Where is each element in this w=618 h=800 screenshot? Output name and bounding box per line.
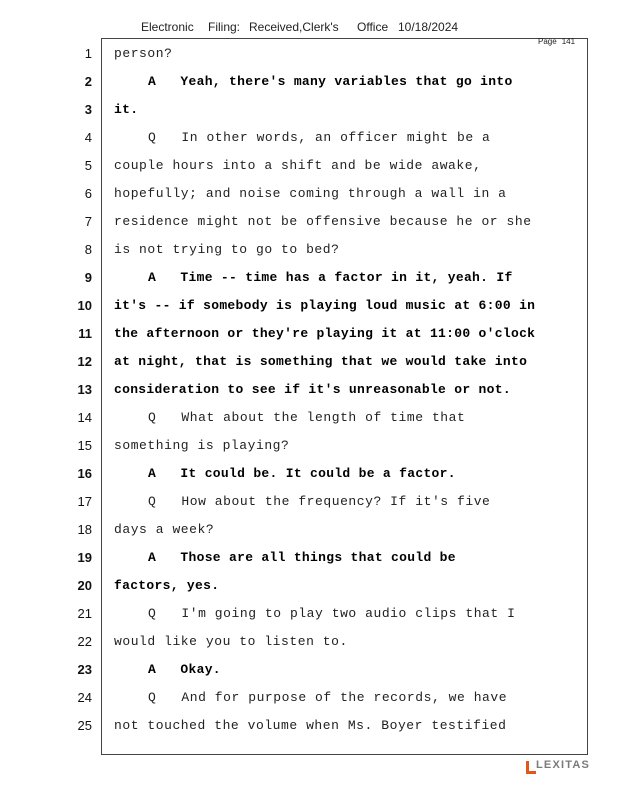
line-number: 7 bbox=[84, 214, 92, 229]
transcript-line bbox=[0, 348, 618, 376]
line-text: at night, that is something that we would take into bbox=[114, 354, 528, 369]
line-text: would like you to listen to. bbox=[114, 634, 348, 649]
lexitas-logo-text: LEXITAS bbox=[536, 759, 591, 771]
line-number: 16 bbox=[77, 466, 92, 481]
line-number: 14 bbox=[77, 410, 92, 425]
line-text: days a week? bbox=[114, 522, 215, 537]
transcript-line bbox=[0, 516, 618, 544]
line-text: Q How about the frequency? If it's five bbox=[148, 494, 491, 509]
transcript-line bbox=[0, 628, 618, 656]
transcript-line bbox=[0, 712, 618, 740]
line-number: 4 bbox=[84, 130, 92, 145]
transcript-line bbox=[0, 320, 618, 348]
page-number-value: 141 bbox=[561, 37, 576, 46]
filing-word-2: Filing: bbox=[208, 20, 241, 34]
line-text: hopefully; and noise coming through a wall in a bbox=[114, 186, 507, 201]
line-number: 6 bbox=[84, 186, 92, 201]
transcript-line bbox=[0, 96, 618, 124]
line-number: 17 bbox=[77, 494, 92, 509]
line-text: not touched the volume when Ms. Boyer testified bbox=[114, 718, 507, 733]
transcript-line bbox=[0, 124, 618, 152]
line-number: 13 bbox=[77, 382, 92, 397]
filing-word-1: Electronic bbox=[141, 20, 194, 34]
line-number: 2 bbox=[84, 74, 92, 89]
transcript-line bbox=[0, 572, 618, 600]
line-text: Q What about the length of time that bbox=[148, 410, 466, 425]
line-number: 9 bbox=[84, 270, 92, 285]
transcript-line bbox=[0, 40, 618, 68]
transcript-line bbox=[0, 376, 618, 404]
transcript-line bbox=[0, 544, 618, 572]
transcript-line bbox=[0, 404, 618, 432]
line-text: is not trying to go to bed? bbox=[114, 242, 340, 257]
filing-word-3: Received,Clerk's bbox=[249, 20, 339, 34]
line-number: 12 bbox=[77, 354, 92, 369]
transcript-line bbox=[0, 684, 618, 712]
line-number: 24 bbox=[77, 690, 92, 705]
transcript-line bbox=[0, 152, 618, 180]
line-text: A Time -- time has a factor in it, yeah. If bbox=[148, 270, 513, 285]
line-text: residence might not be offensive because he or she bbox=[114, 214, 532, 229]
line-text: couple hours into a shift and be wide awake, bbox=[114, 158, 482, 173]
line-text: A Those are all things that could be bbox=[148, 550, 456, 565]
line-number: 23 bbox=[77, 662, 92, 677]
transcript-line bbox=[0, 656, 618, 684]
line-text: something is playing? bbox=[114, 438, 290, 453]
lexitas-logo bbox=[524, 759, 604, 777]
line-text: person? bbox=[114, 46, 173, 61]
line-text: A Okay. bbox=[148, 662, 221, 677]
line-text: Q In other words, an officer might be a bbox=[148, 130, 491, 145]
line-text: factors, yes. bbox=[114, 578, 220, 593]
line-text: the afternoon or they're playing it at 11:00 o'clock bbox=[114, 326, 536, 341]
line-text: A It could be. It could be a factor. bbox=[148, 466, 456, 481]
line-number: 8 bbox=[84, 242, 92, 257]
transcript-line bbox=[0, 180, 618, 208]
line-text: it's -- if somebody is playing loud music at 6:00 in bbox=[114, 298, 536, 313]
line-number: 15 bbox=[77, 438, 92, 453]
line-number: 11 bbox=[78, 326, 92, 341]
transcript-line bbox=[0, 236, 618, 264]
filing-word-5: 10/18/2024 bbox=[398, 20, 459, 34]
line-text: A Yeah, there's many variables that go into bbox=[148, 74, 513, 89]
line-text: Q I'm going to play two audio clips that I bbox=[148, 606, 516, 621]
transcript-line bbox=[0, 264, 618, 292]
filing-word-4: Office bbox=[357, 20, 389, 34]
transcript-line bbox=[0, 292, 618, 320]
line-number: 18 bbox=[77, 522, 92, 537]
line-text: consideration to see if it's unreasonable or not. bbox=[114, 382, 511, 397]
line-number: 10 bbox=[77, 298, 92, 313]
line-number: 25 bbox=[77, 718, 92, 733]
page-label: Page bbox=[538, 37, 557, 46]
line-number: 5 bbox=[84, 158, 92, 173]
transcript-line bbox=[0, 460, 618, 488]
transcript-line bbox=[0, 208, 618, 236]
line-number: 21 bbox=[77, 606, 92, 621]
transcript-line bbox=[0, 432, 618, 460]
transcript-line bbox=[0, 68, 618, 96]
line-number: 1 bbox=[84, 46, 92, 61]
transcript-line bbox=[0, 488, 618, 516]
line-number: 19 bbox=[77, 550, 92, 565]
transcript-line bbox=[0, 600, 618, 628]
line-number: 20 bbox=[77, 578, 92, 593]
line-number: 3 bbox=[84, 102, 92, 117]
line-text: it. bbox=[114, 102, 139, 117]
line-number: 22 bbox=[77, 634, 92, 649]
line-text: Q And for purpose of the records, we have bbox=[148, 690, 508, 705]
